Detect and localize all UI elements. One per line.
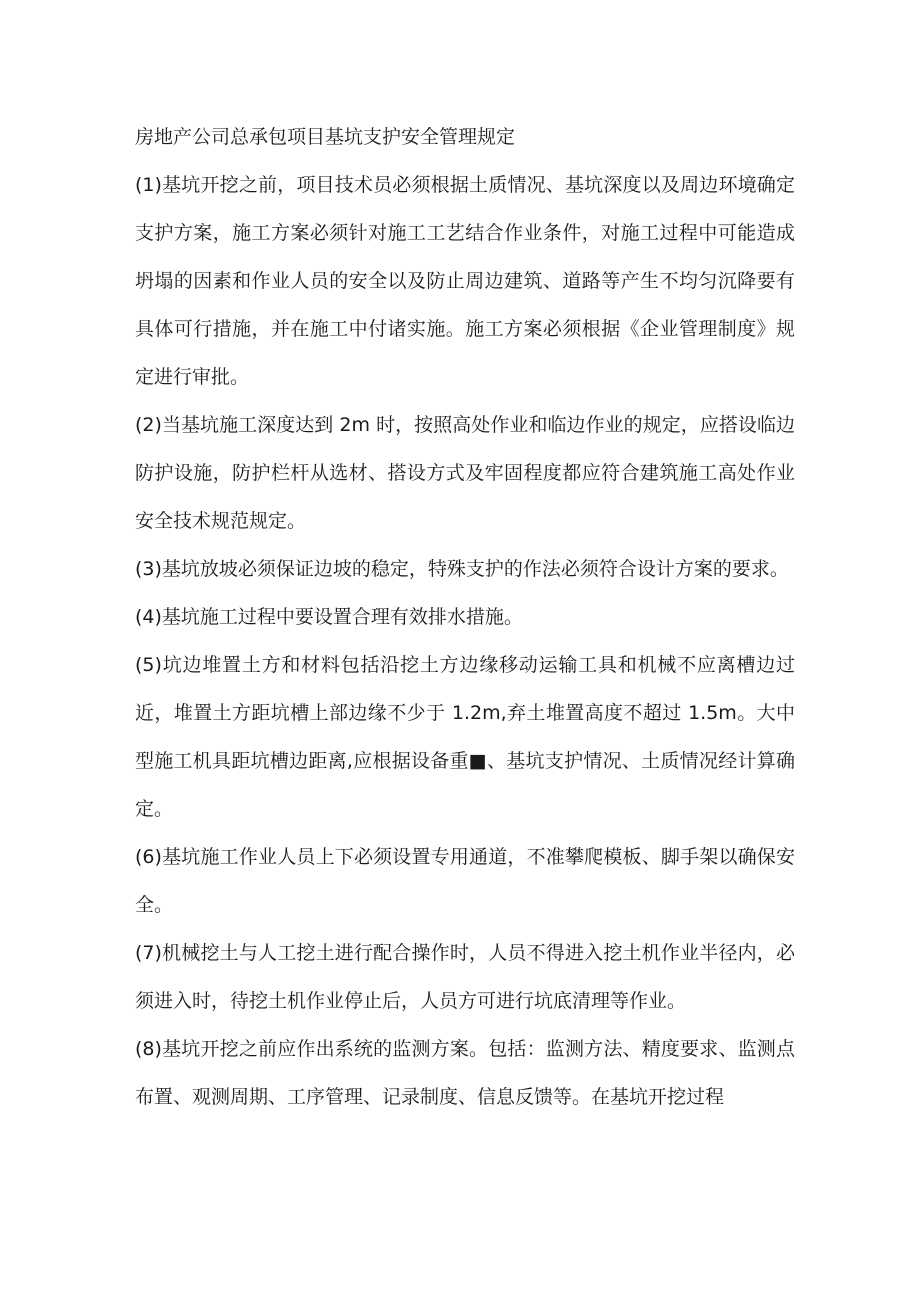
paragraph-8: (8)基坑开挖之前应作出系统的监测方案。包括：监测方法、精度要求、监测点布置、观测周期、工序管理、记录制度、信息反馈等。在基坑开挖过程 [135, 1038, 795, 1108]
paragraph-5: (5)坑边堆置土方和材料包括沿挖土方边缘移动运输工具和机械不应离槽边过近，堆置土方距坑槽上部边缘不少于 1.2m,弃土堆置高度不超过 1.5m。大中型施工机具距坑槽边距离,应根据设备重■、基坑支护情况、土质情况经计算确定。 [135, 654, 795, 820]
paragraph-4: (4)基坑施工过程中要设置合理有效排水措施。 [135, 606, 523, 628]
paragraph-3: (3)基坑放坡必须保证边坡的稳定，特殊支护的作法必须符合设计方案的要求。 [135, 558, 789, 580]
paragraph-6: (6)基坑施工作业人员上下必须设置专用通道，不准攀爬模板、脚手架以确保安全。 [135, 846, 795, 916]
document-body [135, 113, 795, 1121]
document-title: 房地产公司总承包项目基坑支护安全管理规定 [135, 126, 516, 148]
paragraph-7: (7)机械挖土与人工挖土进行配合操作时，人员不得进入挖土机作业半径内，必须进入时，待挖土机作业停止后，人员方可进行坑底清理等作业。 [135, 942, 795, 1012]
paragraph-1: (1)基坑开挖之前，项目技术员必须根据土质情况、基坑深度以及周边环境确定支护方案，施工方案必须针对施工工艺结合作业条件，对施工过程中可能造成坍塌的因素和作业人员的安全以及防止周边建筑、道路等产生不均匀沉降要有具体可行措施，并在施工中付诸实施。施工方案必须根据《企业管理制度》规定进行审批。 [135, 174, 795, 388]
paragraph-2: (2)当基坑施工深度达到 2m 时，按照高处作业和临边作业的规定，应搭设临边防护设施，防护栏杆从选材、搭设方式及牢固程度都应符合建筑施工高处作业安全技术规范规定。 [135, 414, 795, 532]
